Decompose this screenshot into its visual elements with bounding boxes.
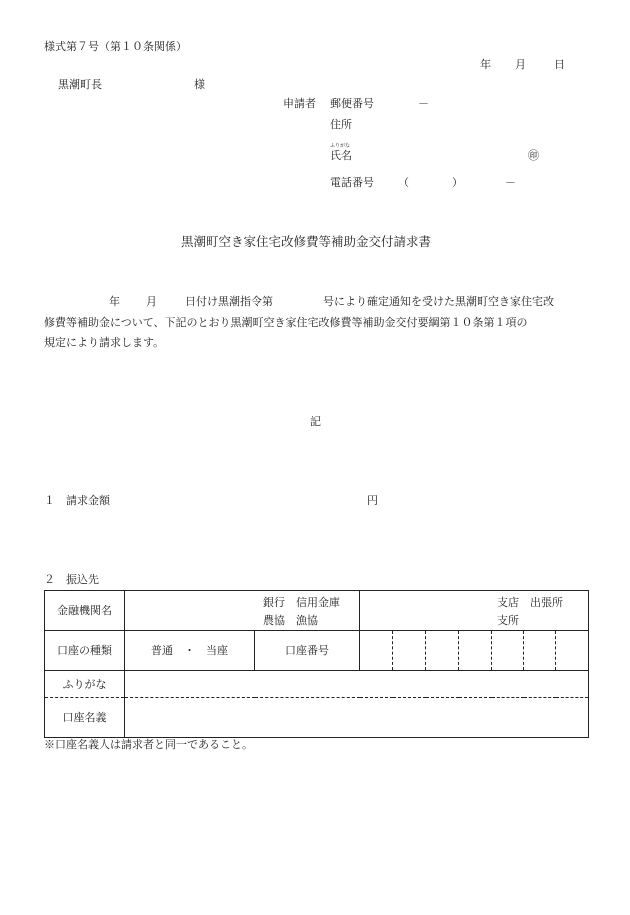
holder-value-cell[interactable]: [125, 698, 589, 738]
branch-types-row1: 支店 出張所: [497, 596, 563, 609]
document-title: 黒潮町空き家住宅改修費等補助金交付請求書: [181, 234, 432, 249]
branch-types-row2: 支所: [497, 614, 519, 627]
body-month: 月: [146, 295, 157, 308]
body-line1-rest: 号により確定通知を受けた黒潮町空き家住宅改: [323, 295, 554, 308]
postal-code-label: 郵便番号: [330, 97, 374, 110]
account-digit-5[interactable]: [492, 631, 524, 671]
institution-label: 金融機関名: [45, 591, 125, 631]
account-digit-1[interactable]: [360, 631, 393, 671]
body-order-prefix: 日付け黒潮指令第: [185, 295, 273, 308]
form-number: 様式第７号（第１０条関係）: [44, 40, 187, 53]
furigana-label: ふりがな: [45, 671, 125, 698]
account-digit-7[interactable]: [556, 631, 589, 671]
account-row: [45, 631, 589, 671]
date-year-label: 年: [480, 58, 491, 71]
ki-mark: 記: [310, 415, 321, 428]
account-type-options[interactable]: 普通 ・ 当座: [125, 631, 255, 671]
bank-types-row1: 銀行 信用金庫: [263, 596, 340, 609]
phone-label: 電話番号: [330, 176, 374, 189]
body-year: 年: [109, 295, 120, 308]
phone-open-paren: （: [398, 176, 409, 189]
account-digit-2[interactable]: [393, 631, 426, 671]
holder-note: ※口座名義人は請求者と同一であること。: [44, 738, 253, 751]
account-digit-3[interactable]: [426, 631, 459, 671]
bank-types-row2: 農協 漁協: [263, 614, 318, 627]
bank-table: [44, 590, 589, 738]
phone-dash: －: [505, 176, 516, 189]
institution-name-cell[interactable]: [125, 591, 360, 631]
postal-code-dash: －: [418, 97, 429, 110]
name-furigana: ふりがな: [330, 143, 351, 149]
account-number-label: 口座番号: [255, 631, 360, 671]
furigana-value-cell[interactable]: [125, 671, 589, 698]
phone-close-paren: ）: [452, 176, 463, 189]
address-label: 住所: [330, 118, 352, 131]
name-label: 氏名: [330, 149, 352, 162]
holder-label: 口座名義: [45, 698, 125, 738]
claim-amount-label: １ 請求金額: [44, 494, 110, 507]
account-type-label: 口座の種類: [45, 631, 125, 671]
branch-name-cell[interactable]: [360, 591, 589, 631]
addressee-honorific: 様: [194, 78, 205, 91]
furigana-row: [45, 671, 589, 698]
claim-amount-unit: 円: [367, 494, 378, 507]
date-day-label: 日: [554, 58, 565, 71]
account-digit-4[interactable]: [459, 631, 492, 671]
date-month-label: 月: [515, 58, 526, 71]
addressee-name: 黒潮町長: [58, 78, 102, 91]
transfer-dest-label: ２ 振込先: [44, 573, 99, 586]
institution-row: [45, 591, 589, 631]
body-line2: 修費等補助金について、下記のとおり黒潮町空き家住宅改修費等補助金交付要綱第１０条第１項の: [44, 316, 528, 329]
applicant-label: 申請者: [283, 97, 316, 110]
body-line3: 規定により請求します。: [44, 336, 165, 349]
holder-row: [45, 698, 589, 738]
account-digit-6[interactable]: [524, 631, 556, 671]
seal-mark: ㊞: [528, 149, 539, 162]
